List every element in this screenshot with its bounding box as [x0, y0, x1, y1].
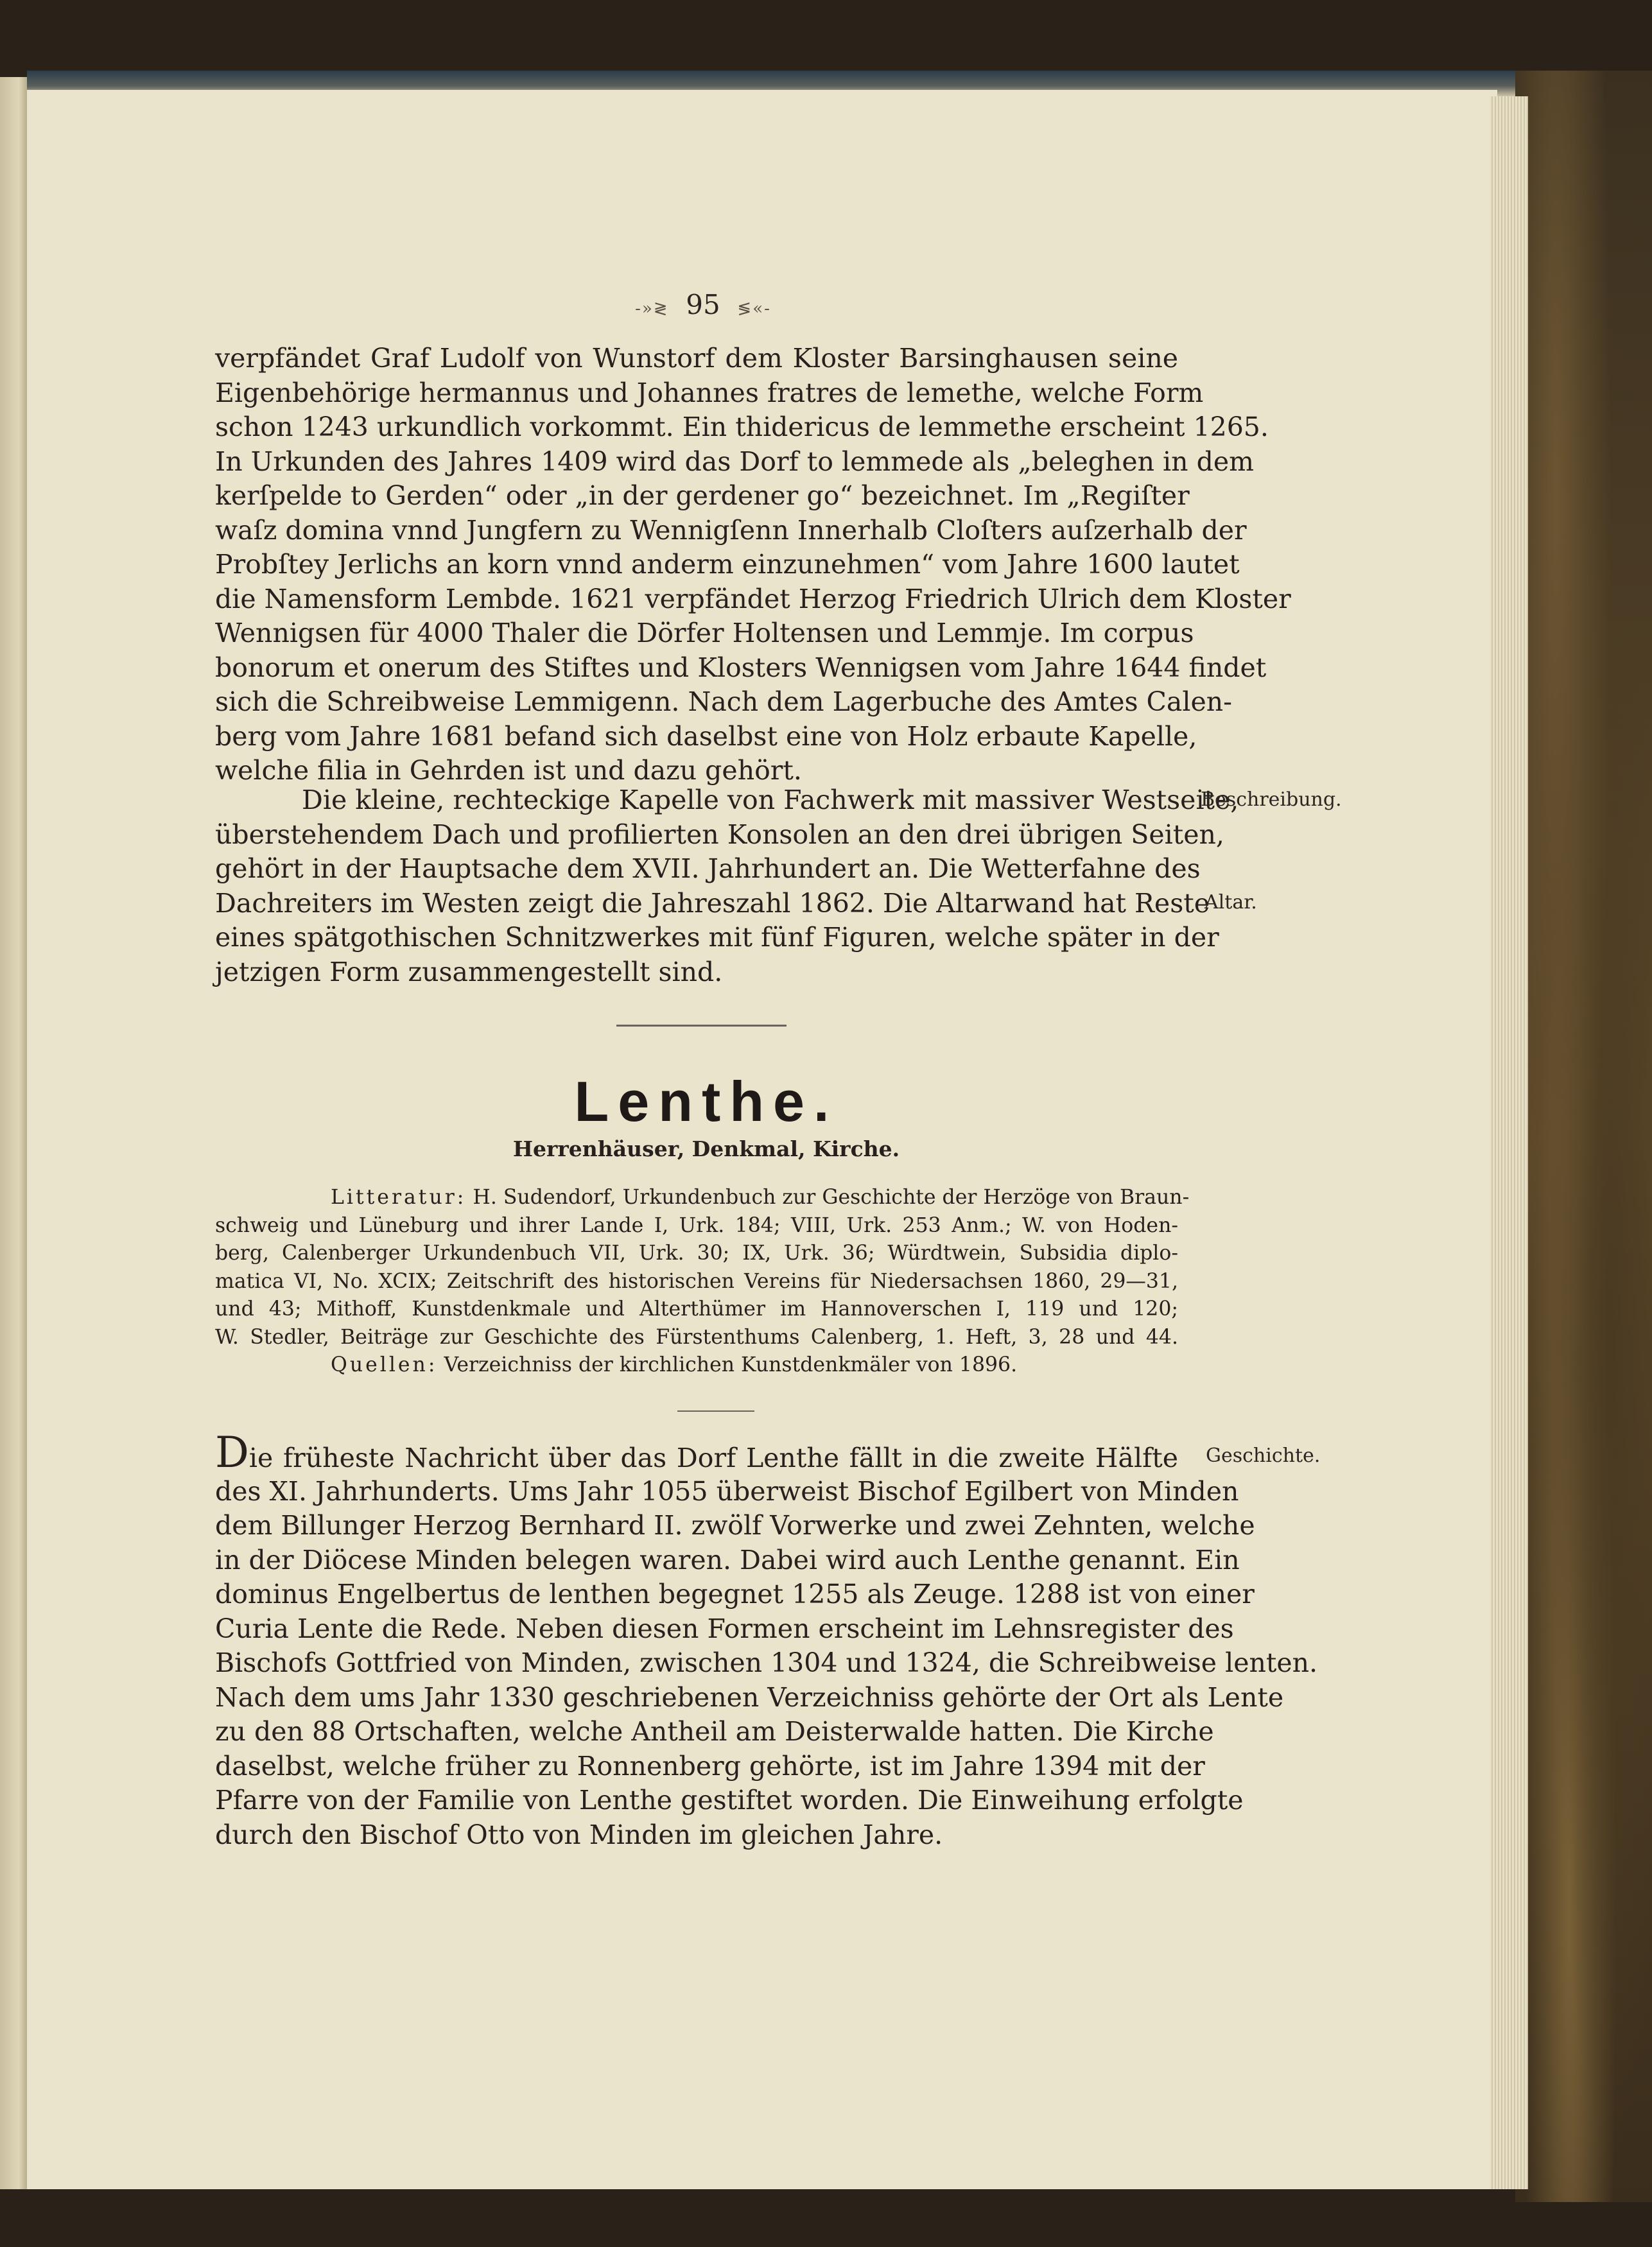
text-line	[215, 1428, 1178, 1477]
text-line: Bischofs Gottfried von Minden, zwischen 1304 und 1324, die Schreibweise lenten.	[215, 1647, 1318, 1678]
marbled-cover	[1515, 71, 1652, 2202]
section-title: Lenthe.	[574, 1070, 839, 1133]
text-line: waſz domina vnnd Jungfern zu Wennigſenn Innerhalb Cloſters auſzerhalb der	[215, 514, 1247, 546]
text-line: in der Diöcese Minden belegen waren. Dabei wird auch Lenthe genannt. Ein	[215, 1544, 1240, 1575]
text-line: Eigenbehörige hermannus und Johannes fratres de lemethe, welche Form	[215, 377, 1204, 408]
literature-line: W. Stedler, Beiträge zur Geschichte des Fürstenthums Calenberg, 1. Heft, 3, 28 und 44.	[215, 1325, 1178, 1349]
literature-label: Litteratur:	[331, 1186, 467, 1209]
text-line: eines spätgothischen Schnitzwerkes mit fünf Figuren, welche später in der	[215, 922, 1219, 953]
text-line: Curia Lente die Rede. Neben diesen Formen erscheint im Lehnsregister des	[215, 1613, 1234, 1644]
literature-line: und 43; Mithoff, Kunstdenkmale und Alterthümer im Hannoverschen I, 119 und 120;	[215, 1297, 1178, 1321]
folio-ornament-right: ≶«-	[737, 299, 771, 318]
text-line: schon 1243 urkundlich vorkommt. Ein thidericus de lemmethe erscheint 1265.	[215, 412, 1269, 442]
text-line: kerſpelde to Gerden“ oder „in der gerdener go“ bezeichnet. Im „Regiſter	[215, 480, 1190, 511]
text-line: Die kleine, rechteckige Kapelle von Fachwerk mit massiver Westseite,	[302, 785, 1239, 815]
section-subtitle: Herrenhäuser, Denkmal, Kirche.	[512, 1136, 900, 1161]
first-line-text: ie früheste Nachricht über das Dorf Lenthe fällt in die zweite Hälfte	[248, 1443, 1178, 1473]
text-line: durch den Bischof Otto von Minden im gleichen Jahre.	[215, 1819, 943, 1850]
text-line: Wennigsen für 4000 Thaler die Dörfer Holtensen und Lemmje. Im corpus	[215, 618, 1194, 648]
section-divider	[616, 1025, 787, 1027]
drop-cap: D	[215, 1428, 249, 1477]
text-line: Nach dem ums Jahr 1330 geschriebenen Verzeichniss gehörte der Ort als Lente	[215, 1681, 1284, 1713]
literature-line: matica VI, No. XCIX; Zeitschrift des historischen Vereins für Niedersachsen 1860, 29—31,	[215, 1269, 1178, 1293]
text-line: Dachreiters im Westen zeigt die Jahreszahl 1862. Die Altarwand hat Reste	[215, 887, 1210, 919]
margin-note-altar: Altar.	[1204, 891, 1257, 914]
text-line: gehört in der Hauptsache dem XVII. Jahrhundert an. Die Wetterfahne des	[215, 853, 1201, 884]
text-line: die Namensform Lembde. 1621 verpfändet Herzog Friedrich Ulrich dem Kloster	[215, 583, 1291, 614]
paragraph-description	[215, 783, 1239, 989]
sources-text: Verzeichniss der kirchlichen Kunstdenkmäler von 1896.	[444, 1353, 1018, 1376]
text-line: welche filia in Gehrden ist und dazu gehört.	[215, 755, 802, 786]
text-line: sich die Schreibweise Lemmigenn. Nach dem Lagerbuche des Amtes Calen-	[215, 686, 1233, 717]
facing-page-edge	[0, 77, 27, 2189]
text-line: dominus Engelbertus de lenthen begegnet 1255 als Zeuge. 1288 ist von einer	[215, 1579, 1255, 1609]
text-line: Pfarre von der Familie von Lenthe gestiftet worden. Die Einweihung erfolgte	[215, 1785, 1244, 1816]
literature-line	[215, 1184, 1190, 1212]
literature-text: H. Sudendorf, Urkundenbuch zur Geschichte der Herzöge von Braun-	[473, 1186, 1190, 1209]
text-line: zu den 88 Ortschaften, welche Antheil am Deisterwalde hatten. Die Kirche	[215, 1716, 1214, 1747]
text-line: überstehendem Dach und profilierten Konsolen an den drei übrigen Seiten,	[215, 819, 1224, 850]
text-line: daselbst, welche früher zu Ronnenberg gehörte, ist im Jahre 1394 mit der	[215, 1750, 1205, 1782]
text-line: des XI. Jahrhunderts. Ums Jahr 1055 überweist Bischof Egilbert von Minden	[215, 1475, 1239, 1507]
text-line: bonorum et onerum des Stiftes und Klosters Wennigsen vom Jahre 1644 findet	[215, 652, 1267, 683]
literature-block	[215, 1184, 1190, 1380]
folio-ornament-left: -»≷	[635, 299, 669, 318]
sources-label: Quellen:	[331, 1353, 438, 1376]
page-number	[616, 289, 790, 320]
text-line: verpfändet Graf Ludolf von Wunstorf dem Kloster Barsinghausen seine	[215, 343, 1178, 374]
text-line: In Urkunden des Jahres 1409 wird das Dorf to lemmede als „beleghen in dem	[215, 446, 1254, 477]
margin-note-beschreibung: Beschreibung.	[1201, 788, 1342, 811]
margin-note-geschichte: Geschichte.	[1206, 1444, 1321, 1467]
text-line: dem Billunger Herzog Bernhard II. zwölf Vorwerke und zwei Zehnten, welche	[215, 1510, 1255, 1541]
literature-line: schweig und Lüneburg und ihrer Lande I, Urk. 184; VIII, Urk. 253 Anm.; W. von Hoden-	[215, 1213, 1178, 1237]
text-line: berg vom Jahre 1681 befand sich daselbst eine von Holz erbaute Kapelle,	[215, 720, 1197, 752]
text-line: jetzigen Form zusammengestellt sind.	[215, 956, 723, 987]
sources-line	[215, 1351, 1178, 1380]
page-stack-edge	[1490, 96, 1528, 2189]
section-divider	[677, 1410, 754, 1412]
text-line: Probſtey Jerlichs an korn vnnd anderm einzunehmen“ vom Jahre 1600 lautet	[215, 549, 1240, 580]
literature-line: berg, Calenberger Urkundenbuch VII, Urk. 30; IX, Urk. 36; Würdtwein, Subsidia diplo-	[215, 1242, 1178, 1265]
paragraph-history-continued	[215, 342, 1291, 788]
page-number-value: 95	[686, 289, 720, 320]
